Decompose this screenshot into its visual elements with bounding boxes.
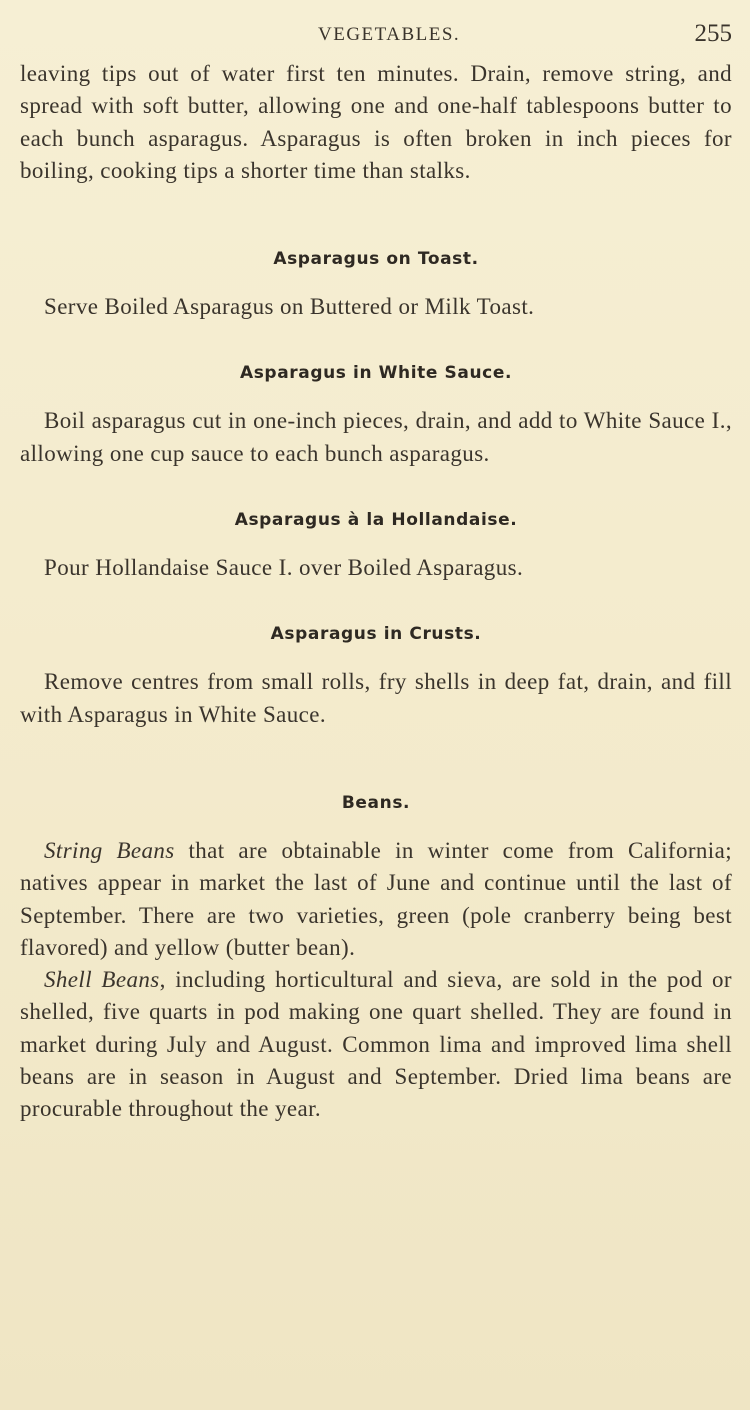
string-beans-paragraph — [20, 835, 732, 964]
shell-beans-lead: Shell Beans — [44, 967, 160, 993]
heading-asparagus-on-toast: Asparagus on Toast. — [273, 249, 479, 270]
asparagus-crusts-paragraph: Remove centres from small rolls, fry shells in deep fat, drain, and fill with Asparagus in White Sauce. — [20, 669, 732, 727]
heading-beans: Beans. — [341, 792, 411, 813]
string-beans-text: that are obtainable in winter come from California; natives appear in market the last of June and continue until the last of September. There are two varieties, green (pole cranberry being best flavored) and yellow (butter bean). — [20, 837, 732, 960]
intro-paragraph: leaving tips out of water first ten minutes. Drain, remove string, and spread with soft butter, allowing one and one-half tablespoons butter to each bunch asparagus. Asparagus is often broken in inch pieces for boiling, cooking tips a shorter time than stalks. — [20, 61, 732, 183]
heading-asparagus-crusts: Asparagus in Crusts. — [270, 624, 482, 645]
string-beans-lead: String Beans — [44, 837, 175, 863]
shell-beans-paragraph — [20, 964, 732, 1125]
asparagus-hollandaise-paragraph: Pour Hollandaise Sauce I. over Boiled Asparagus. — [44, 555, 524, 581]
heading-asparagus-white-sauce: Asparagus in White Sauce. — [239, 363, 513, 384]
asparagus-on-toast-paragraph: Serve Boiled Asparagus on Buttered or Milk Toast. — [44, 294, 535, 320]
shell-beans-text: , including horticultural and sieva, are sold in the pod or shelled, five quarts in pod making one quart shelled. They are found in market during July and August. Common lima and improved lima shell beans are in season in August and September. Dried lima beans are procurable throughout the year. — [20, 967, 732, 1122]
asparagus-white-sauce-paragraph: Boil asparagus cut in one-inch pieces, drain, and add to White Sauce I., allowing one cup sauce to each bunch asparagus. — [20, 408, 732, 466]
heading-asparagus-hollandaise: Asparagus à la Hollandaise. — [234, 510, 518, 531]
chapter-title: VEGETABLES. — [318, 24, 461, 45]
page-number: 255 — [694, 20, 732, 47]
running-head — [20, 20, 732, 58]
